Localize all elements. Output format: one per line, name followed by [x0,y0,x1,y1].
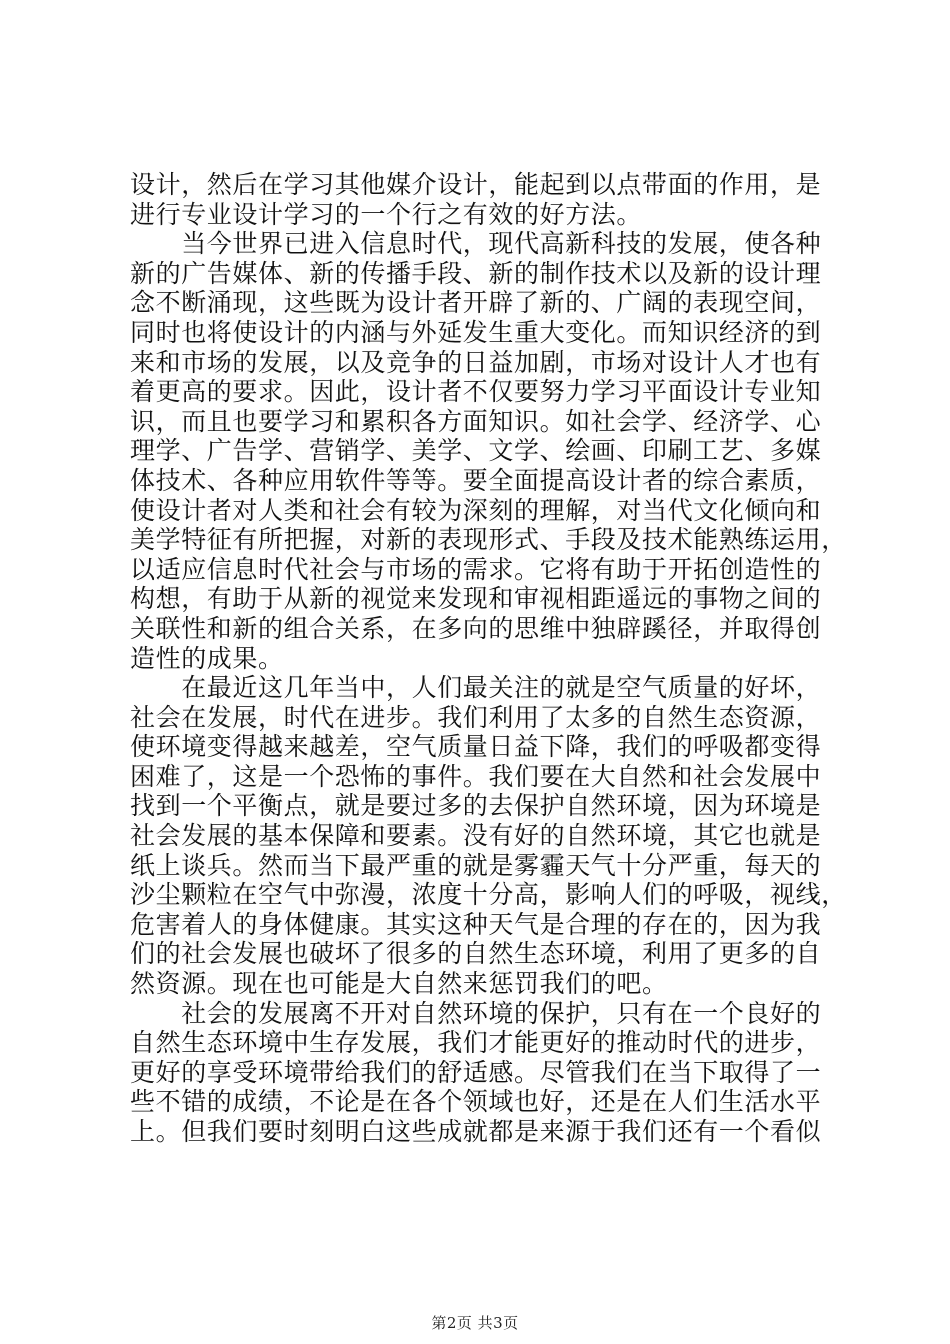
text-line: 社会在发展，时代在进步。我们利用了太多的自然生态资源， [130,702,822,732]
text-line: 设计，然后在学习其他媒介设计，能起到以点带面的作用，是 [130,170,822,199]
text-line: 新的广告媒体、新的传播手段、新的制作技术以及新的设计理 [130,258,822,288]
body-text [130,170,847,1147]
text-line: 念不断涌现，这些既为设计者开辟了新的、广阔的表现空间， [130,288,822,318]
text-line: 社会的发展离不开对自然环境的保护，只有在一个良好的 [130,998,822,1028]
text-line: 来和市场的发展，以及竞争的日益加剧，市场对设计人才也有 [130,347,822,377]
text-line: 着更高的要求。因此，设计者不仅要努力学习平面设计专业知 [130,377,822,407]
text-line: 纸上谈兵。然而当下最严重的就是雾霾天气十分严重，每天的 [130,850,822,880]
text-line: 在最近这几年当中，人们最关注的就是空气质量的好坏， [130,673,822,703]
text-line: 体技术、各种应用软件等等。要全面提高设计者的综合素质， [130,465,822,495]
text-line: 然资源。现在也可能是大自然来惩罚我们的吧。 [130,969,668,999]
text-line: 社会发展的基本保障和要素。没有好的自然环境，其它也就是 [130,821,822,851]
text-line: 同时也将使设计的内涵与外延发生重大变化。而知识经济的到 [130,317,822,347]
text-line: 困难了，这是一个恐怖的事件。我们要在大自然和社会发展中 [130,761,822,791]
text-line: 自然生态环境中生存发展，我们才能更好的推动时代的进步， [130,1028,822,1058]
text-line: 关联性和新的组合关系，在多向的思维中独辟蹊径，并取得创 [130,613,822,643]
text-line: 危害着人的身体健康。其实这种天气是合理的存在的，因为我 [130,909,822,939]
text-line: 上。但我们要时刻明白这些成就都是来源于我们还有一个看似 [130,1117,822,1146]
text-line: 美学特征有所把握，对新的表现形式、手段及技术能熟练运用， [130,525,847,555]
text-line: 进行专业设计学习的一个行之有效的好方法。 [130,199,643,229]
text-line: 们的社会发展也破坏了很多的自然生态环境，利用了更多的自 [130,939,822,969]
text-line: 当今世界已进入信息时代，现代高新科技的发展，使各种 [130,229,822,259]
text-line: 构想，有助于从新的视觉来发现和审视相距遥远的事物之间的 [130,584,822,614]
text-line: 沙尘颗粒在空气中弥漫，浓度十分高，影响人们的呼吸，视线， [130,880,847,910]
text-line: 更好的享受环境带给我们的舒适感。尽管我们在当下取得了一 [130,1057,822,1087]
text-line: 理学、广告学、营销学、美学、文学、绘画、印刷工艺、多媒 [130,436,822,466]
text-line: 些不错的成绩，不论是在各个领域也好，还是在人们生活水平 [130,1087,822,1117]
text-line: 使设计者对人类和社会有较为深刻的理解，对当代文化倾向和 [130,495,822,525]
text-line: 以适应信息时代社会与市场的需求。它将有助于开拓创造性的 [130,554,822,584]
text-line: 识，而且也要学习和累积各方面知识。如社会学、经济学、心 [130,406,822,436]
text-line: 使环境变得越来越差，空气质量日益下降，我们的呼吸都变得 [130,732,822,762]
page-footer: 第2页 共3页 [431,1314,519,1332]
text-line: 造性的成果。 [130,643,284,673]
text-line: 找到一个平衡点，就是要过多的去保护自然环境，因为环境是 [130,791,822,821]
